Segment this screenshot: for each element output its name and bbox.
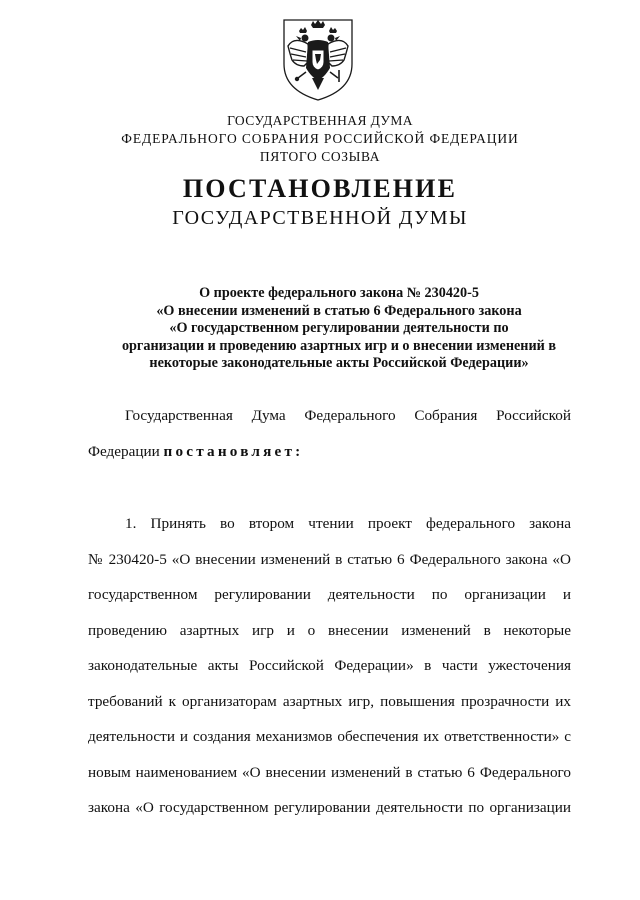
- russian-coat-of-arms-icon: [278, 16, 358, 102]
- subject-line: «О внесении изменений в статью 6 Федерального закона: [156, 302, 522, 319]
- clause-1-line: государственном регулировании деятельности по организации и: [88, 586, 571, 603]
- clause-1-line: новым наименованием «О внесении изменений в статью 6 Федерального: [88, 764, 571, 781]
- resolves-keyword: постановляет:: [163, 443, 304, 460]
- clause-1-line: проведению азартных игр и о внесении изменений в некоторые: [88, 622, 571, 639]
- clause-1-line: законодательные акты Российской Федерации» в части ужесточения: [88, 657, 571, 674]
- clause-1-line: № 230420-5 «О внесении изменений в статью 6 Федерального закона «О: [88, 551, 571, 568]
- subject-block: [104, 285, 574, 373]
- clause-1-line: закона «О государственном регулировании деятельности по организации: [88, 799, 571, 816]
- header-line-duma: ГОСУДАРСТВЕННАЯ ДУМА: [227, 113, 413, 128]
- subject-line: некоторые законодательные акты Российской Федерации»: [149, 355, 529, 372]
- header-line-convocation: ПЯТОГО СОЗЫВА: [259, 149, 381, 164]
- preamble-line: Государственная Дума Федерального Собрания Российской: [125, 407, 571, 424]
- document-title: ПОСТАНОВЛЕНИЕ: [182, 174, 458, 203]
- clause-1-line: деятельности и создания механизмов обеспечения их ответственности» с: [88, 728, 571, 745]
- preamble-text: Федерации: [88, 443, 164, 460]
- clause-1-line: требований к организаторам азартных игр, повышения прозрачности их: [88, 693, 571, 710]
- subject-line: организации и проведению азартных игр и о внесении изменений в: [121, 337, 557, 354]
- document-subtitle: ГОСУДАРСТВЕННОЙ ДУМЫ: [172, 207, 468, 229]
- subject-line: О проекте федерального закона № 230420-5: [199, 285, 479, 301]
- subject-line: «О государственном регулировании деятельности по: [169, 320, 509, 337]
- clause-1-line: 1. Принять во втором чтении проект федерального закона: [125, 515, 571, 532]
- preamble-line: [88, 442, 571, 462]
- header-line-federal-assembly: ФЕДЕРАЛЬНОГО СОБРАНИЯ РОССИЙСКОЙ ФЕДЕРАЦИИ: [121, 131, 519, 146]
